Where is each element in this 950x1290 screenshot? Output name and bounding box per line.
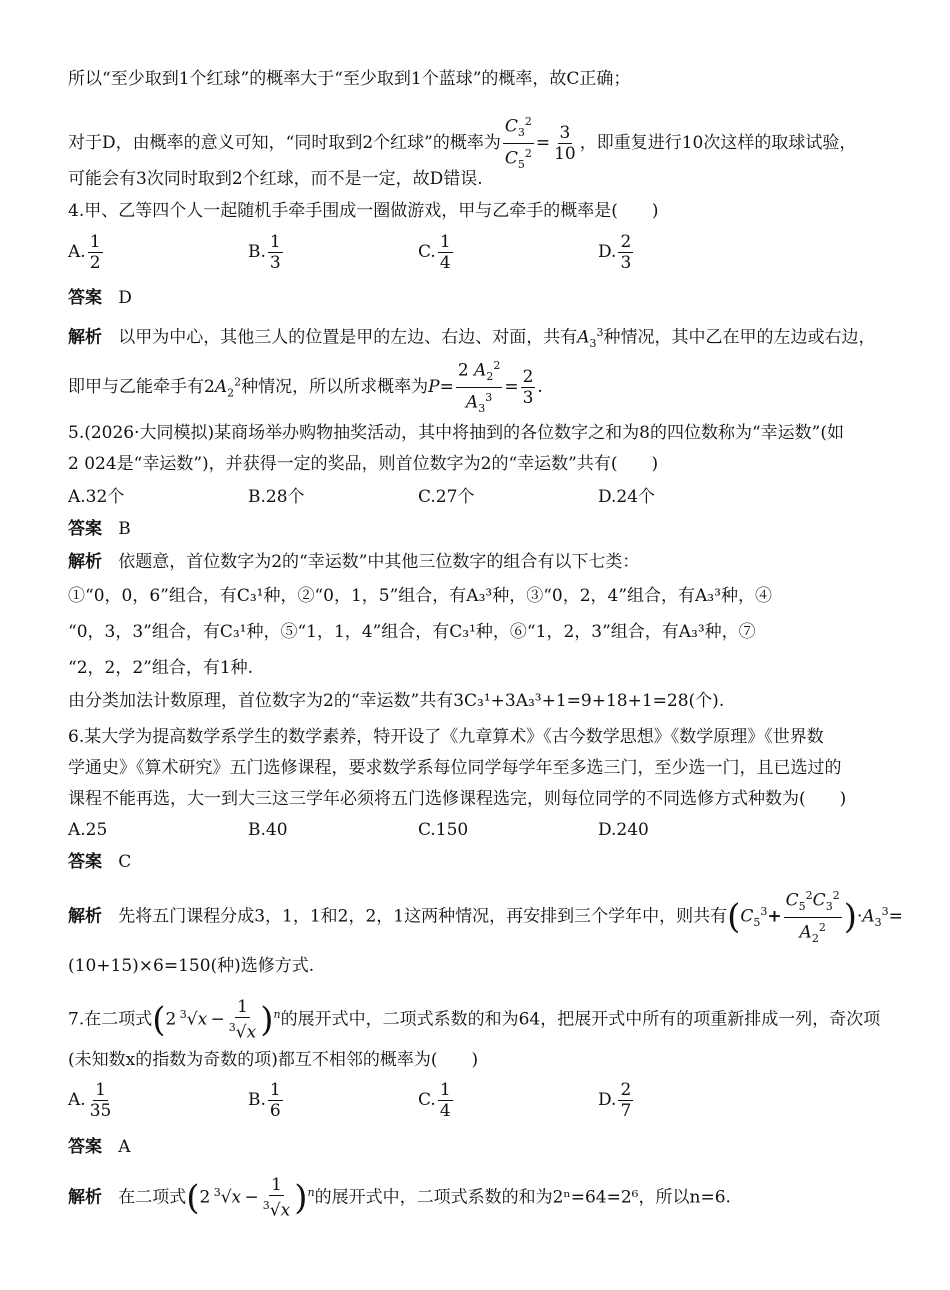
- fraction-numerator: 1: [439, 1080, 451, 1100]
- fraction-denominator: 2: [89, 253, 101, 273]
- fraction-numerator: 3: [559, 123, 571, 144]
- option-c: C.150: [418, 820, 469, 840]
- option-a: [68, 1080, 115, 1121]
- option-label: D.: [598, 1090, 617, 1110]
- equals-sign: =: [888, 906, 903, 927]
- fraction-denominator: 3: [620, 253, 632, 273]
- text-line: 可能会有3次同时取到2个红球，而不是一定，故D错误.: [68, 169, 483, 189]
- fraction-coefficient: 2: [457, 360, 469, 381]
- question-6-line: 学通史》《算术研究》五门选修课程，要求数学系每位同学每学年至多选三门，至少选一门，且已选过的: [68, 758, 842, 778]
- option-b: [248, 232, 285, 273]
- fraction-denominator: 3: [522, 388, 534, 409]
- answer-value: D: [118, 288, 132, 308]
- option-c: [418, 232, 455, 273]
- analysis-line: ①“0，0，6”组合，有C₃¹种，②“0，1，5”组合，有A₃³种，③“0，2，4”组合，有A₃³种，④: [68, 586, 772, 606]
- text-line: [68, 112, 898, 172]
- analysis-label: 解析: [68, 906, 102, 927]
- answer-value: A: [118, 1137, 131, 1157]
- answer-value: C: [118, 852, 132, 872]
- analysis-line: 即甲与乙能牵手有$2A_2^2$种情况，所以所求概率为P= $\frac{2 A_2^2}{A_3^3}$ = $\frac{2}{3}$ .: [68, 356, 898, 406]
- option-label: C.: [418, 1090, 436, 1110]
- analysis-label: 解析: [68, 552, 102, 572]
- fraction-numerator: 1: [269, 1080, 281, 1100]
- question-6-line: 6.某大学为提高数学系学生的数学素养，特开设了《九章算术》《古今数学思想》《数学原理》《世界数: [68, 727, 824, 747]
- fraction-numerator: 2: [620, 232, 632, 252]
- text-segment: 7.在二项式: [68, 1009, 153, 1030]
- option-c: [418, 1080, 455, 1121]
- option-label: D.: [598, 242, 617, 262]
- equals-sign: =: [535, 133, 551, 154]
- analysis-label: 解析: [68, 327, 102, 348]
- option-a: A.25: [68, 820, 108, 840]
- fraction-numerator: 1: [89, 232, 101, 252]
- analysis-line: (10+15)×6=150(种)选修方式.: [68, 956, 315, 976]
- option-label: B.: [248, 1090, 266, 1110]
- analysis-line: “2，2，2”组合，有1种.: [68, 658, 254, 678]
- text-segment: .: [537, 377, 543, 398]
- fraction-denominator: 3: [269, 253, 281, 273]
- fraction-numerator: 1: [95, 1080, 106, 1100]
- probability-fraction: [552, 123, 578, 164]
- text-segment: 的展开式中，二项式系数的和为64，把展开式中所有的项重新排成一列，奇次项: [280, 1009, 881, 1030]
- question-5-line: 2 024是“幸运数”)，并获得一定的奖品，则首位数字为2的“幸运数”共有( ): [68, 454, 659, 474]
- option-label: A.: [68, 1090, 86, 1110]
- equals-sign: =: [504, 377, 519, 398]
- answer-label: 答案: [68, 519, 102, 539]
- analysis-line: “0，3，3”组合，有C₃¹种，⑤“1，1，4”组合，有C₃¹种，⑥“1，2，3”组合，有A₃³种，⑦: [68, 622, 756, 642]
- option-b: [248, 1080, 285, 1121]
- fraction-numerator: 2: [620, 1080, 632, 1100]
- text-segment: 的展开式中，二项式系数的和为2ⁿ=64=2⁶，所以n=6.: [314, 1187, 731, 1208]
- text-segment: 先将五门课程分成3，1，1和2，2，1这两种情况，再安排到三个学年中，则共有: [118, 906, 728, 927]
- question-6-line: 课程不能再选，大一到大三这三学年必须将五门选修课程选完，则每位同学的不同选修方式种数为( ): [68, 789, 847, 809]
- text-segment: 依题意，首位数字为2的“幸运数”中其他三位数字的组合有以下七类：: [118, 552, 640, 572]
- question-7-line: 7.在二项式(2 $^3$√x − $\frac{1}{^3√x}$ )$^n$的展开式中，二项式系数的和为64，把展开式中所有的项重新排成一列，奇次项: [68, 997, 881, 1043]
- answer-line: [68, 285, 898, 311]
- question-5-line: 5.(2026·大同模拟)某商场举办购物抽奖活动，其中将抽到的各位数字之和为8的四位数称为“幸运数”(如: [68, 423, 844, 443]
- option-d: D.240: [598, 820, 649, 840]
- text-segment: 对于D，由概率的意义可知，“同时取到2个红球”的概率为: [68, 133, 501, 154]
- option-d: D.24个: [598, 487, 656, 507]
- option-label: B.: [248, 242, 266, 262]
- answer-label: 答案: [68, 1137, 102, 1157]
- answer-label: 答案: [68, 852, 102, 872]
- answer-label: 答案: [68, 288, 102, 308]
- fraction-denominator: 10: [554, 144, 576, 165]
- option-label: A.: [68, 242, 86, 262]
- text-segment: 在二项式: [118, 1187, 187, 1208]
- option-a: [68, 232, 105, 273]
- analysis-line: 由分类加法计数原理，首位数字为2的“幸运数”共有3C₃¹+3A₃³+1=9+18+1=28(个).: [68, 691, 725, 711]
- text-segment: 种情况，所以所求概率为: [241, 377, 429, 398]
- combination-fraction: $\frac{C_3^2}{C_5^2}$: [503, 112, 534, 175]
- analysis-line: 解析 在二项式(2 $^3$√x − $\frac{1}{^3√x}$ )$^n$的展开式中，二项式系数的和为2ⁿ=64=2⁶，所以n=6.: [68, 1175, 731, 1221]
- option-b: B.40: [248, 820, 288, 840]
- analysis-line: [68, 549, 898, 575]
- text-segment: ，即重复进行10次这样的取球试验，: [579, 133, 857, 154]
- fraction-numerator: 1: [439, 232, 451, 252]
- option-label: C.: [418, 242, 436, 262]
- analysis-line: 解析 以甲为中心，其他三人的位置是甲的左边、右边、对面，共有$A_3^3$种情况，其中乙在甲的左边或右边，: [68, 326, 876, 351]
- fraction-denominator: 4: [439, 253, 451, 273]
- question-4: 4.甲、乙等四个人一起随机手牵手围成一圈做游戏，甲与乙牵手的概率是( ): [68, 201, 659, 221]
- option-d: [598, 1080, 635, 1121]
- text-line: 所以“至少取到1个红球”的概率大于“至少取到1个蓝球”的概率，故C正确；: [68, 69, 631, 89]
- option-a: A.32个: [68, 487, 125, 507]
- analysis-label: 解析: [68, 1187, 102, 1208]
- fraction-denominator: 35: [89, 1101, 112, 1121]
- question-7-line: (未知数x的指数为奇数的项)都互不相邻的概率为( ): [68, 1050, 479, 1070]
- option-d: [598, 232, 635, 273]
- option-b: B.28个: [248, 487, 305, 507]
- analysis-line: 解析 先将五门课程分成3，1，1和2，2，1这两种情况，再安排到三个学年中，则共有($C_5^3+$ $\frac{C_5^2C_3^2}{A_2^2}$ )$\cdot A_3^3=$: [68, 880, 898, 944]
- answer-value: B: [118, 519, 131, 539]
- fraction-numerator: 1: [269, 232, 281, 252]
- fraction-numerator: 2: [522, 367, 534, 388]
- answer-line: [68, 1134, 898, 1160]
- text-segment: 以甲为中心，其他三人的位置是甲的左边、右边、对面，共有: [118, 327, 578, 348]
- fraction-denominator: 7: [620, 1101, 632, 1121]
- answer-line: [68, 849, 898, 875]
- fraction-denominator: 6: [269, 1101, 281, 1121]
- text-segment: 种情况，其中乙在甲的左边或右边，: [603, 327, 876, 348]
- fraction-denominator: 4: [439, 1101, 451, 1121]
- answer-line: [68, 516, 898, 542]
- option-c: C.27个: [418, 487, 475, 507]
- text-segment: 即甲与乙能牵手有2: [68, 377, 215, 398]
